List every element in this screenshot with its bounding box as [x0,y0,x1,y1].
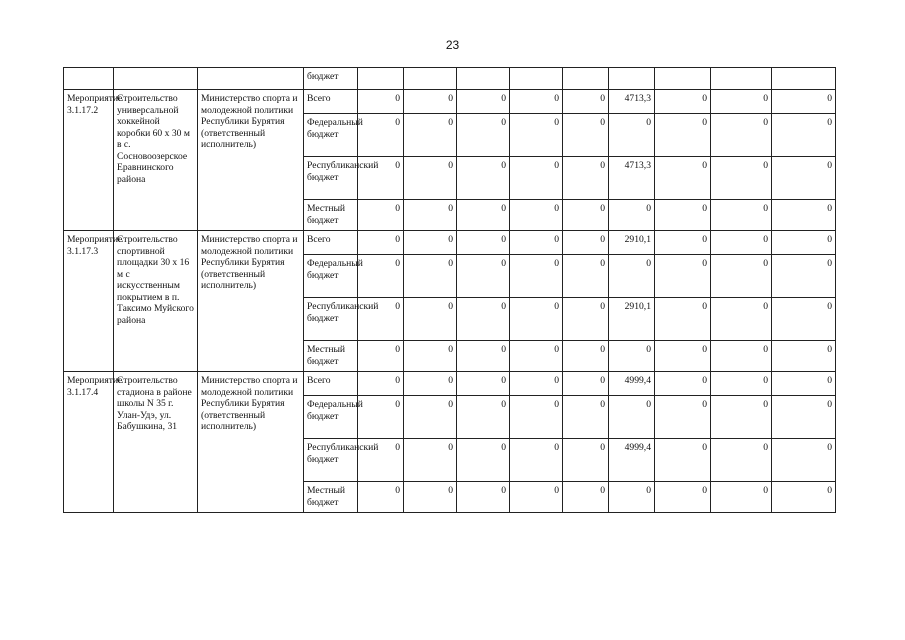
value-cell: 0 [358,482,404,513]
value-cell: 0 [510,255,563,298]
value-cell: 0 [510,200,563,231]
source-cell: Местный бюджет [304,341,358,372]
value-cell: 0 [404,90,457,114]
value-cell: 0 [609,396,655,439]
value-cell: 0 [510,114,563,157]
value-cell: 0 [404,372,457,396]
source-cell: Всего [304,90,358,114]
value-cell: 0 [563,372,609,396]
value-cell: 0 [358,90,404,114]
value-cell: 0 [457,439,510,482]
table-row [64,372,836,396]
page-number: 23 [445,38,460,52]
value-cell: 0 [711,114,772,157]
value-cell: 0 [563,298,609,341]
value-cell: 4999,4 [609,372,655,396]
value-cell: 0 [772,439,836,482]
executor-cell: Министерство спорта и молодежной политики Республики Бурятия (ответственный исполнитель) [198,90,304,231]
source-cell: Республиканский бюджет [304,298,358,341]
value-cell [563,68,609,90]
source-cell: Федеральный бюджет [304,114,358,157]
value-cell: 0 [510,90,563,114]
value-cell: 0 [358,231,404,255]
value-cell: 0 [358,255,404,298]
value-cell: 0 [404,231,457,255]
value-cell: 0 [772,231,836,255]
value-cell: 0 [404,439,457,482]
source-cell: Федеральный бюджет [304,396,358,439]
value-cell: 0 [655,341,711,372]
activity-id-cell: Мероприятие 3.1.17.2 [64,90,114,231]
value-cell: 0 [510,396,563,439]
value-cell: 0 [457,372,510,396]
value-cell: 0 [655,114,711,157]
value-cell: 4999,4 [609,439,655,482]
value-cell: 0 [772,114,836,157]
source-cell: Республиканский бюджет [304,439,358,482]
value-cell: 0 [358,439,404,482]
value-cell: 0 [358,372,404,396]
value-cell: 0 [457,396,510,439]
value-cell: 4713,3 [609,90,655,114]
source-cell: Всего [304,231,358,255]
value-cell: 0 [457,482,510,513]
value-cell [711,68,772,90]
source-cell: Местный бюджет [304,482,358,513]
table-row [64,90,836,114]
value-cell: 0 [404,114,457,157]
value-cell: 0 [711,372,772,396]
activity-name-cell: Строительство стадиона в районе школы N 35 г. Улан-Удэ, ул. Бабушкина, 31 [114,372,198,513]
value-cell: 0 [772,298,836,341]
value-cell: 0 [563,157,609,200]
value-cell: 0 [358,341,404,372]
value-cell: 2910,1 [609,298,655,341]
value-cell: 0 [457,157,510,200]
value-cell: 0 [609,114,655,157]
value-cell: 0 [609,255,655,298]
value-cell: 0 [772,341,836,372]
value-cell: 0 [563,341,609,372]
value-cell: 0 [457,255,510,298]
source-cell: Всего [304,372,358,396]
value-cell [510,68,563,90]
value-cell: 0 [404,482,457,513]
value-cell [457,68,510,90]
value-cell: 0 [404,298,457,341]
source-cell: Федеральный бюджет [304,255,358,298]
budget-table [63,67,836,513]
table-row [64,231,836,255]
value-cell: 0 [563,255,609,298]
value-cell: 0 [772,255,836,298]
value-cell: 0 [510,341,563,372]
value-cell: 0 [772,396,836,439]
value-cell: 0 [772,482,836,513]
value-cell: 0 [563,396,609,439]
value-cell: 0 [711,157,772,200]
value-cell: 0 [711,255,772,298]
value-cell: 0 [563,114,609,157]
source-cell: бюджет [304,68,358,90]
value-cell: 0 [563,482,609,513]
value-cell [772,68,836,90]
activity-id-cell: Мероприятие 3.1.17.4 [64,372,114,513]
value-cell: 0 [358,157,404,200]
value-cell: 0 [457,200,510,231]
source-cell: Местный бюджет [304,200,358,231]
value-cell: 0 [510,157,563,200]
value-cell: 0 [404,396,457,439]
value-cell [404,68,457,90]
executor-cell [198,68,304,90]
value-cell: 0 [358,114,404,157]
value-cell: 0 [655,298,711,341]
activity-name-cell: Строительство спортивной площадки 30 x 16 м с искусственным покрытием в п. Таксимо Муйского района [114,231,198,372]
value-cell: 0 [609,200,655,231]
value-cell: 0 [711,90,772,114]
value-cell: 0 [609,341,655,372]
value-cell: 0 [457,298,510,341]
value-cell: 0 [655,439,711,482]
value-cell: 0 [655,396,711,439]
value-cell: 0 [510,231,563,255]
value-cell [358,68,404,90]
value-cell: 0 [711,482,772,513]
value-cell: 0 [655,372,711,396]
value-cell: 4713,3 [609,157,655,200]
value-cell: 0 [404,341,457,372]
value-cell: 0 [655,482,711,513]
value-cell: 0 [563,90,609,114]
value-cell: 0 [655,90,711,114]
value-cell: 0 [358,200,404,231]
value-cell: 0 [457,341,510,372]
value-cell: 0 [510,439,563,482]
value-cell: 0 [510,298,563,341]
value-cell: 0 [563,439,609,482]
value-cell: 0 [772,200,836,231]
value-cell: 0 [711,439,772,482]
value-cell: 0 [457,231,510,255]
value-cell: 0 [772,157,836,200]
activity-name-cell: Строительство универсальной хоккейной коробки 60 x 30 м в с. Сосновоозерское Еравнинского района [114,90,198,231]
table-body [64,68,836,513]
value-cell: 0 [404,255,457,298]
value-cell: 0 [404,200,457,231]
activity-name-cell [114,68,198,90]
value-cell [609,68,655,90]
value-cell: 0 [711,200,772,231]
value-cell: 0 [655,255,711,298]
value-cell [655,68,711,90]
value-cell: 0 [510,372,563,396]
table-row-continuation [64,68,836,90]
activity-id-cell: Мероприятие 3.1.17.3 [64,231,114,372]
value-cell: 0 [711,341,772,372]
source-cell: Республиканский бюджет [304,157,358,200]
executor-cell: Министерство спорта и молодежной политики Республики Бурятия (ответственный исполнитель) [198,231,304,372]
value-cell: 0 [563,200,609,231]
value-cell: 0 [711,298,772,341]
value-cell: 0 [772,372,836,396]
value-cell: 0 [711,396,772,439]
value-cell: 0 [655,200,711,231]
value-cell: 0 [711,231,772,255]
value-cell: 0 [358,396,404,439]
value-cell: 0 [772,90,836,114]
value-cell: 0 [609,482,655,513]
value-cell: 0 [655,231,711,255]
executor-cell: Министерство спорта и молодежной политики Республики Бурятия (ответственный исполнитель) [198,372,304,513]
activity-id-cell [64,68,114,90]
value-cell: 0 [404,157,457,200]
value-cell: 0 [457,114,510,157]
value-cell: 0 [457,90,510,114]
value-cell: 0 [655,157,711,200]
value-cell: 2910,1 [609,231,655,255]
value-cell: 0 [510,482,563,513]
value-cell: 0 [563,231,609,255]
value-cell: 0 [358,298,404,341]
